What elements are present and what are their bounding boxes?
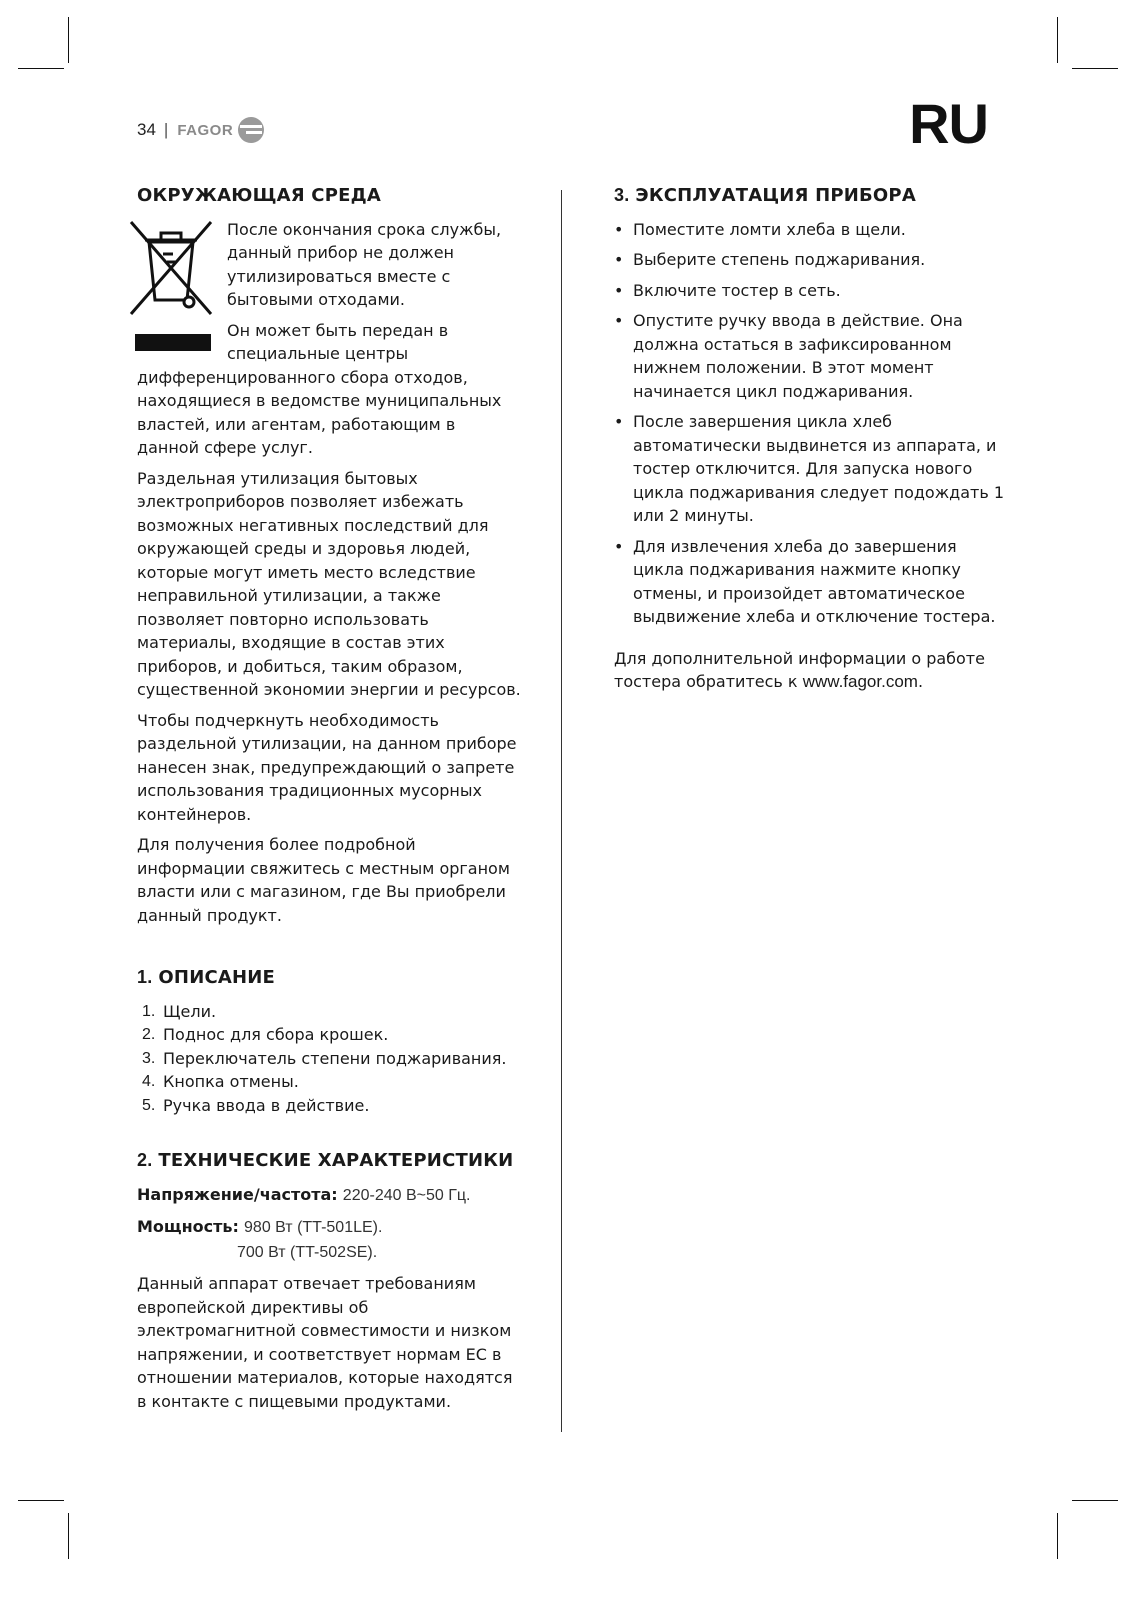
crop-mark	[18, 1500, 64, 1501]
crop-mark	[1057, 17, 1058, 63]
list-item: 1. Щели.	[142, 1001, 217, 1021]
list-item: 3. Переключатель степени поджаривания.	[142, 1048, 507, 1068]
environment-paragraph: После окончания срока службы, данный прибор не должен утилизироваться вместе с бытовыми отходами.	[227, 219, 502, 309]
operation-section	[614, 184, 1006, 694]
right-column	[614, 184, 1006, 701]
more-info-text: Для дополнительной информации о работе тостера обратитесь к www.fagor.com.	[614, 648, 985, 691]
crop-mark	[1057, 1513, 1058, 1559]
crop-mark	[1072, 68, 1118, 69]
specs-title: 2. ТЕХНИЧЕСКИЕ ХАРАКТЕРИСТИКИ	[137, 1150, 514, 1171]
power-spec: Мощность: 980 Вт (TT-501LE). 700 Вт (TT-502SE).	[137, 1217, 383, 1261]
voltage-spec: Напряжение/частота: 220-240 В~50 Гц.	[137, 1184, 471, 1204]
operation-steps	[614, 218, 1006, 629]
crop-mark	[68, 17, 69, 63]
description-title: 1. ОПИСАНИЕ	[137, 967, 276, 988]
list-item: • Выберите степень поджаривания.	[614, 250, 926, 269]
crop-mark	[68, 1513, 69, 1559]
list-item: • Для извлечения хлеба до завершения цикла поджаривания нажмите кнопку отмены, и произойдет автоматическое выдвижение хлеба и отключение тостера.	[614, 536, 996, 626]
website-link[interactable]: www.fagor.com	[802, 672, 918, 691]
operation-title: 3. ЭКСПЛУАТАЦИЯ ПРИБОРА	[614, 185, 916, 206]
left-column	[137, 184, 522, 1420]
list-item: 5. Ручка ввода в действие.	[142, 1095, 370, 1115]
fagor-logo-icon	[237, 116, 265, 144]
environment-paragraph: Чтобы подчеркнуть необходимость раздельной утилизации, на данном приборе нанесен знак, предупреждающий о запрете использования традиционных мусорных контейнеров.	[137, 710, 517, 824]
language-code: RU	[909, 92, 988, 155]
page-header	[137, 116, 265, 144]
description-section	[137, 966, 522, 1117]
crop-mark	[1072, 1500, 1118, 1501]
list-item: • Опустите ручку ввода в действие. Она должна остаться в зафиксированном нижнем положении. В этот момент начинается цикл поджаривания.	[614, 311, 963, 401]
environment-title: ОКРУЖАЮЩАЯ СРЕДА	[137, 185, 381, 206]
environment-paragraph: Раздельная утилизация бытовых электроприборов позволяет избежать возможных негативных последствий для окружающей среды и здоровья людей, которые могут иметь место вследствие неправильной утилизации, а также позволяет повторно использовать материалы, входящие в состав этих приборов, и добиться, таким образом, существенной экономии энергии и ресурсов.	[137, 468, 521, 699]
crossed-out-wheelie-bin-icon	[125, 218, 217, 358]
list-item: • После завершения цикла хлеб автоматически выдвинется из аппарата, и тостер отключится. Для запуска нового цикла поджаривания следует подождать 1 или 2 минуты.	[614, 412, 1005, 525]
crop-mark	[18, 68, 64, 69]
environment-paragraph: Для получения более подробной информации свяжитесь с местным органом власти или с магазином, где Вы приобрели данный продукт.	[137, 835, 510, 925]
header-separator: |	[163, 120, 169, 139]
specs-section	[137, 1149, 522, 1413]
brand-name: FAGOR	[177, 121, 234, 139]
page-number: 34	[137, 120, 156, 139]
list-item: • Поместите ломти хлеба в щели.	[614, 219, 906, 239]
compliance-text: Данный аппарат отвечает требованиям европейской директивы об электромагнитной совместимости и низком напряжении, и соответствует нормам ЕС в отношении материалов, которые находятся в контакте с пищевыми продуктами.	[137, 1274, 513, 1411]
column-divider	[561, 190, 562, 1432]
environment-section	[137, 184, 522, 927]
parts-list	[137, 1000, 522, 1118]
environment-paragraph: Он может быть передан в специальные центры дифференцированного сбора отходов, находящиеся в ведомстве муниципальных властей, или агентам, работающим в данной сфере услуг.	[137, 320, 502, 457]
list-item: 2. Поднос для сбора крошек.	[142, 1025, 389, 1044]
list-item: • Включите тостер в сеть.	[614, 280, 841, 300]
list-item: 4. Кнопка отмены.	[142, 1072, 299, 1091]
